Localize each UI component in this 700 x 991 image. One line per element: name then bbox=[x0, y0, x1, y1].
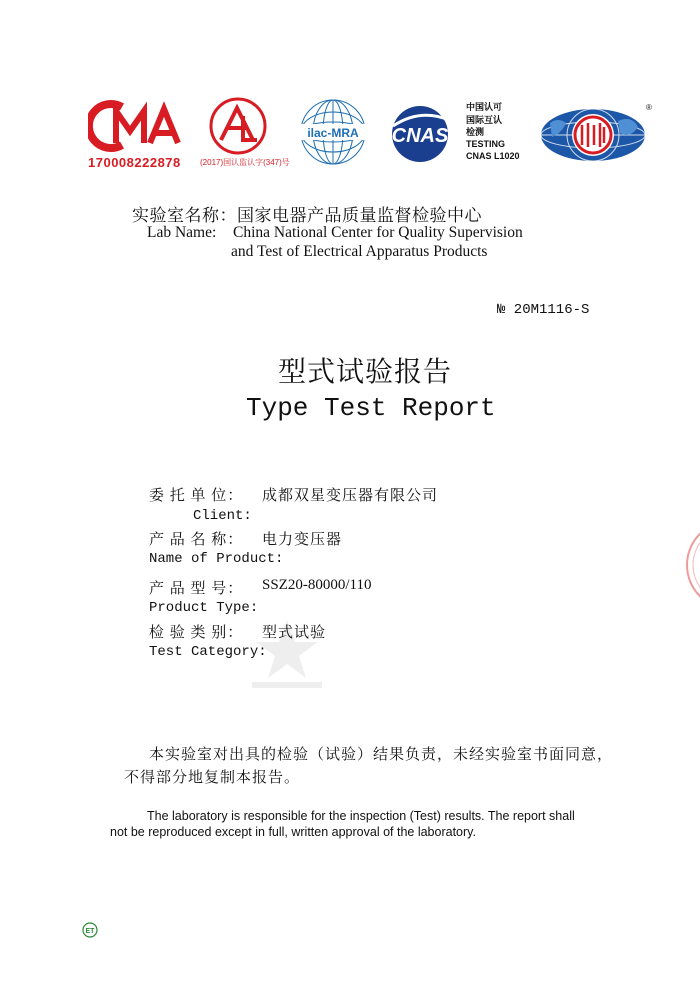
product-label-cn: 产 品 名 称： bbox=[149, 532, 244, 548]
cqc-globe-logo bbox=[538, 103, 652, 163]
lab-name-en-line1: China National Center for Quality Supervision bbox=[233, 224, 523, 241]
cnas-line-2: 国际互认 bbox=[466, 115, 503, 125]
svg-text:CAL: CAL bbox=[238, 154, 240, 155]
category-label-cn: 检 验 类 别： bbox=[149, 625, 244, 641]
notice-en-line1: The laboratory is responsible for the inspection (Test) results. The report shall bbox=[147, 809, 575, 823]
lab-name-cn: 实验室名称：国家电器产品质量监督检验中心 bbox=[132, 206, 482, 225]
type-label-cn: 产 品 型 号： bbox=[149, 581, 244, 597]
client-label-en: Client: bbox=[193, 508, 252, 524]
report-number: № 20M1116-S bbox=[497, 302, 590, 318]
category-value: 型式试验 bbox=[262, 625, 327, 641]
cnas-line-1: 中国认可 bbox=[466, 102, 503, 112]
svg-text:ilac-MRA: ilac-MRA bbox=[307, 126, 359, 140]
notice-cn-line1: 本实验室对出具的检验（试验）结果负责，未经实验室书面同意， bbox=[149, 747, 614, 763]
client-label-cn: 委 托 单 位： bbox=[149, 488, 244, 504]
cal-logo bbox=[207, 96, 269, 156]
et-mark-icon bbox=[82, 922, 98, 938]
cnas-line-3: 检测 bbox=[466, 127, 485, 137]
svg-text:CMA: CMA bbox=[138, 153, 141, 154]
cnas-line-5: CNAS L1020 bbox=[466, 151, 520, 161]
cma-logo bbox=[88, 97, 188, 155]
report-title-en: Type Test Report bbox=[246, 393, 496, 423]
red-seal-partial bbox=[683, 515, 700, 615]
report-title-cn: 型式试验报告 bbox=[278, 356, 453, 387]
cnas-logo bbox=[379, 104, 461, 164]
svg-text:ET: ET bbox=[85, 928, 95, 935]
type-label-en: Product Type: bbox=[149, 600, 259, 616]
cal-code: (2017)国认监认字(347)号 bbox=[200, 158, 290, 167]
notice-cn-line2: 不得部分地复制本报告。 bbox=[124, 770, 301, 786]
ilac-mra-logo bbox=[298, 97, 368, 167]
lab-name-en-line2: and Test of Electrical Apparatus Products bbox=[231, 243, 488, 260]
type-value: SSZ20-80000/110 bbox=[262, 577, 372, 593]
svg-text:CNAS: CNAS bbox=[391, 125, 449, 147]
svg-text:®: ® bbox=[646, 103, 652, 112]
cnas-line-4: TESTING bbox=[466, 139, 506, 149]
product-label-en: Name of Product: bbox=[149, 551, 284, 567]
category-label-en: Test Category: bbox=[149, 644, 267, 660]
cma-code: 170008222878 bbox=[88, 155, 181, 170]
lab-name-en-label: Lab Name: bbox=[147, 224, 217, 241]
notice-en-line2: not be reproduced except in full, written approval of the laboratory. bbox=[110, 825, 476, 839]
product-value: 电力变压器 bbox=[262, 532, 343, 548]
client-value: 成都双星变压器有限公司 bbox=[262, 488, 439, 504]
